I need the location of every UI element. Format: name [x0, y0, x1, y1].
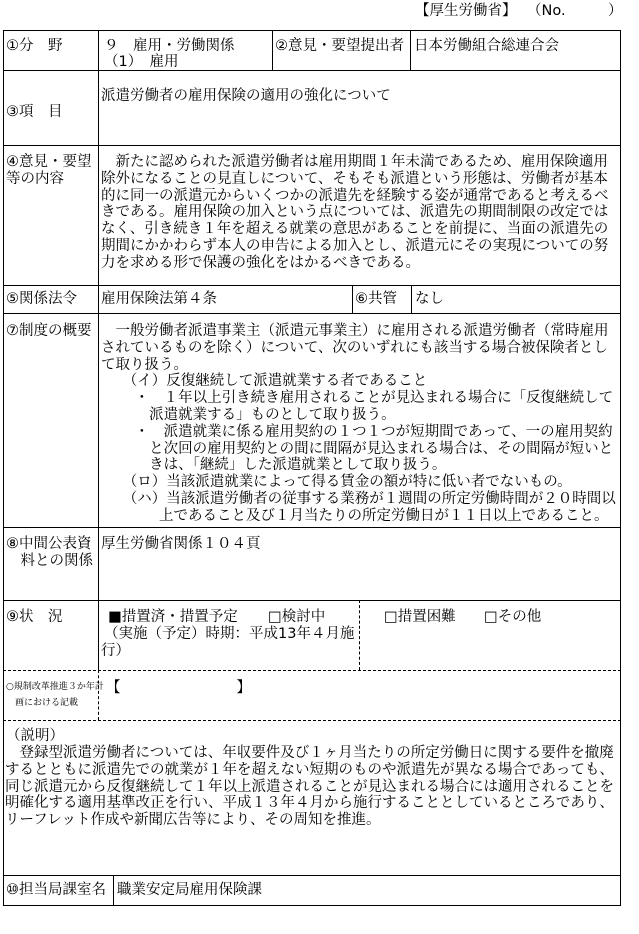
plan-label-line1: ○規制改革推進３か年計	[6, 682, 104, 692]
status-schedule-line2: 行）	[101, 643, 130, 659]
submitter-label: ②意見・要望提出者	[275, 38, 404, 54]
law-value: 雇用保険法第４条	[101, 291, 217, 307]
interim-value: 厚生労働省関係１０４頁	[101, 536, 261, 552]
opinion-line: 除外になることの見直しについて、そもそも派遣という形態は、労働者が基本	[101, 170, 608, 187]
opinion-line: 的に同一の派遣元からいくつかの派遣先を経験する姿が通常であると考えるべ	[101, 187, 609, 204]
office-value: 職業安定局雇用保険課	[117, 882, 262, 898]
joint-value: なし	[415, 291, 444, 307]
system-line: と次回の雇用契約との間に間隔が見込まれる場合は、その間隔が短いと	[101, 440, 614, 457]
submitter-value: 日本労働組合総連合会	[414, 38, 559, 54]
explanation-text	[5, 745, 614, 829]
row-divider	[3, 70, 621, 71]
explanation-line: 登録型派遣労働者については、年収要件及び１ヶ月当たりの所定労働日に関する要件を撤廃	[5, 745, 614, 761]
system-text	[101, 323, 616, 525]
field-value-line1: ９ 雇用・労働関係	[104, 38, 235, 54]
row-divider	[3, 285, 621, 286]
interim-label-line1: ⑧中間公表資	[6, 536, 92, 552]
opinion-line: なく、引き続き１年を超える就業の意思があることを前提に、当面の派遣先の	[101, 221, 609, 238]
law-label: ⑤関係法令	[6, 291, 77, 307]
status-option-review[interactable]: □検討中	[268, 609, 326, 625]
number-close: ）	[608, 3, 623, 19]
system-line: 派遣就業する」ものとして取り扱う。	[101, 406, 396, 423]
item-value: 派遣労働者の雇用保険の適用の強化について	[101, 88, 391, 104]
opinion-line: 期間にかかわらず本人の申告による加入とし、派遣元にその実現についての努	[101, 237, 609, 254]
column-divider	[352, 285, 353, 313]
system-label: ⑦制度の概要	[6, 323, 92, 339]
dashed-divider	[3, 670, 621, 671]
opinion-line: きである。雇用保険の加入という点については、派遣先の期間制限の改定では	[101, 204, 609, 221]
column-divider	[410, 30, 411, 70]
system-line: ・ 派遣就業に係る雇用契約の１つ１つが短期間であって、一の雇用契約	[101, 423, 613, 440]
ministry-header: 【厚生労働省】	[415, 3, 517, 19]
system-line: 上であること及び１月当たりの所定労働日が１１日以上であること。	[101, 507, 609, 524]
office-label: ⑩担当局課室名	[6, 882, 106, 898]
opinion-line: 新たに認められた派遣労働者は雇用期間１年未満であるため、雇用保険適用	[101, 154, 608, 170]
opinion-label-line2: 等の内容	[6, 171, 64, 187]
opinion-line: 力を求める形で保護の強化をはかるべきである。	[101, 254, 420, 271]
row-divider	[3, 600, 621, 601]
row-divider	[3, 145, 621, 146]
status-option-other[interactable]: □その他	[484, 609, 542, 625]
status-option-done[interactable]: ■措置済・措置予定	[108, 609, 238, 625]
column-divider	[98, 30, 99, 600]
plan-value: 【 】	[106, 680, 251, 696]
explanation-line: するとともに派遣先での就業が１年を超えない短期のものや派遣先が異なる場合であっても、	[5, 761, 614, 778]
opinion-text	[101, 154, 609, 272]
explanation-line: 明確化する適用基準改正を行い、平成１３年４月から施行することとしているところであり、	[5, 795, 614, 812]
dashed-divider	[3, 720, 621, 721]
system-line: きは、「継続」した派遣就業として取り扱う。	[101, 457, 447, 474]
explanation-title: （説明）	[6, 728, 64, 744]
system-line: 一般労働者派遣事業主（派遣元事業主）に雇用される派遣労働者（常時雇用	[101, 323, 609, 339]
system-line: （ハ）当該派遣労働者の従事する業務が１週間の所定労働時間が２０時間以	[101, 490, 616, 507]
column-divider	[98, 600, 99, 670]
plan-label-line2: 画における記載	[6, 698, 79, 708]
number-label: （No.	[527, 3, 566, 19]
dashed-column-divider	[98, 670, 99, 720]
system-line: て取り扱う。	[101, 356, 188, 373]
row-divider	[3, 527, 621, 528]
row-divider	[3, 313, 621, 314]
explanation-line: 同じ派遣元から反復継続して１年以上派遣されることが見込まれる場合には適用されることを	[5, 778, 614, 795]
column-divider	[272, 30, 273, 70]
joint-label: ⑥共管	[355, 291, 397, 307]
opinion-label-line1: ④意見・要望	[6, 154, 92, 170]
system-line: ・ １年以上引き続き雇用されることが見込まれる場合に「反復継続して	[101, 390, 614, 407]
item-label: ③項 目	[6, 104, 63, 120]
column-divider	[113, 875, 114, 906]
status-option-difficult[interactable]: □措置困難	[384, 609, 456, 625]
row-divider	[3, 875, 621, 876]
explanation-line: リーフレット作成や新聞広告等により、その周知を推進。	[5, 812, 381, 829]
system-line: されているものを除く）について、次のいずれにも該当する場合被保険者とし	[101, 339, 608, 356]
system-line: （ロ）当該派遣就業によって得る賃金の額が特に低い者でないもの。	[101, 474, 572, 491]
interim-label-line2: 料との関係	[6, 553, 93, 569]
system-line: （イ）反復継続して派遣就業する者であること	[101, 373, 428, 390]
status-schedule-line1: （実施（予定）時期：平成13年４月施	[104, 626, 355, 642]
status-label: ⑨状 況	[6, 609, 63, 625]
column-divider	[411, 285, 412, 313]
field-label: ①分 野	[6, 38, 63, 54]
dashed-column-divider	[359, 600, 360, 670]
field-value-line2: （1） 雇用	[104, 54, 179, 70]
